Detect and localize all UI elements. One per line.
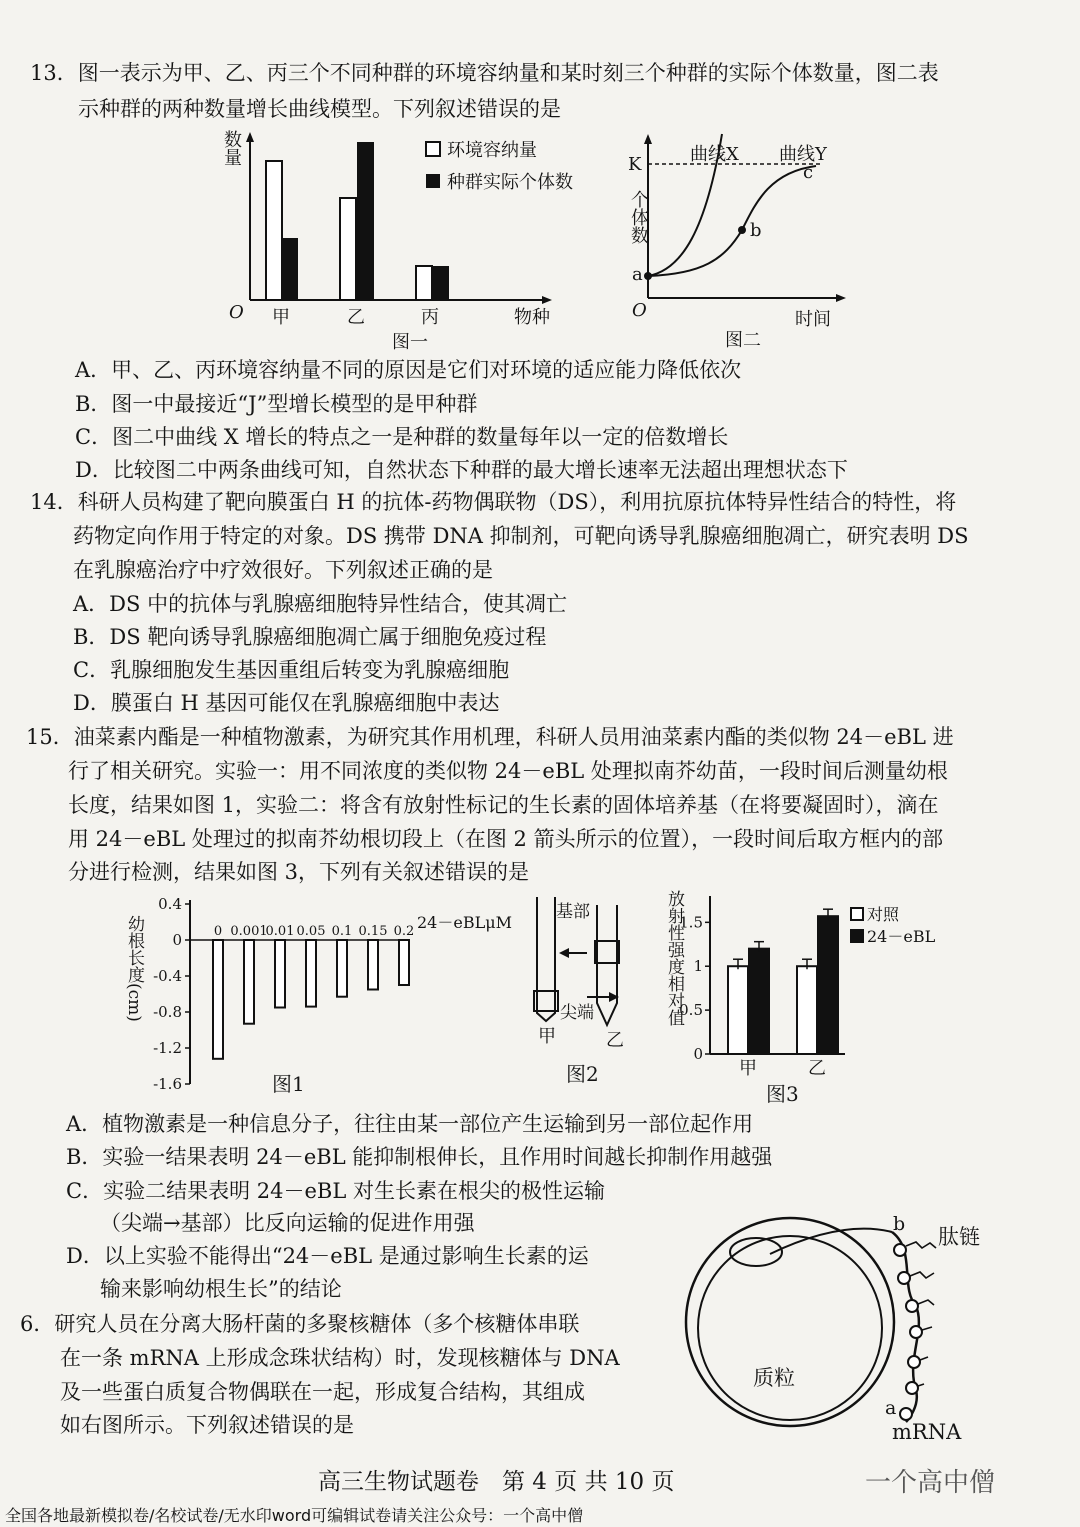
q14-stem-line3: 在乳腺癌治疗中疗效很好。下列叙述正确的是 [73,558,493,582]
fig1b-bar [368,940,378,990]
fig2-k-label: K [628,154,642,175]
q15-option-c-line1: C．实验二结果表明 24－eBL 对生长素在根尖的极性运输 [66,1179,605,1203]
legend-actual-swatch [426,174,440,188]
fig3-xtick: 乙 [808,1058,826,1079]
q16-stem-line2: 在一条 mRNA 上形成念珠状结构）时，发现核糖体与 DNA [60,1346,620,1370]
fig3-bar [818,916,838,1054]
fig1-bar-jia-actual [283,238,298,300]
ribosome [910,1326,922,1338]
fig1b-xtick: 0.1 [331,924,353,939]
fig2-b-label: b [750,220,762,241]
page-footer: 高三生物试题卷 第 4 页 共 10 页 [318,1469,675,1495]
q15-option-b: B．实验一结果表明 24－eBL 能抑制根伸长，且作用时间越长抑制作用越强 [66,1145,773,1169]
legend-capacity-swatch [426,142,440,156]
q16-stem-line3: 及一些蛋白质复合物偶联在一起，形成复合结构，其组成 [60,1380,585,1404]
fig1-origin: O [229,302,244,323]
fig2-curve-y [648,166,816,276]
q13-option-a: A．甲、乙、丙环境容纳量不同的原因是它们对环境的适应能力降低依次 [75,358,742,382]
fig2b-tip-label: 尖端 [560,1003,594,1023]
q14-option-c: C．乳腺细胞发生基因重组后转变为乳腺癌细胞 [73,658,510,682]
fig1-caption: 图一 [392,332,428,353]
diagram-plasmid-label: 质粒 [753,1366,795,1390]
fig2-caption: 图二 [725,330,761,351]
fig1b-xtick: 0.05 [296,924,326,939]
ribosome [906,1382,918,1394]
q15-option-c-line2: （尖端→基部）比反向运输的促进作用强 [100,1211,475,1235]
diagram-b-label: b [893,1213,906,1235]
q14-stem-line1: 14．科研人员构建了靶向膜蛋白 H 的抗体-药物偶联物（DS），利用抗原抗体特异性结合的特性，将 [30,490,957,514]
fig3-ylabel: 放射性强度相对值 [664,890,684,1026]
fig1b-xtick: 0 [213,924,223,939]
watermark: 一个高中僧 [865,1468,996,1498]
fig1-xlabel: 物种 [514,307,550,328]
fig1b-ytick: -0.4 [153,967,182,985]
fig3-ytick: 0 [693,1045,703,1063]
fig1b-ytick: 0 [172,931,182,949]
fig1b-ytick: -0.8 [153,1003,182,1021]
q16-stem-line4: 如右图所示。下列叙述错误的是 [60,1413,354,1437]
fig1b-ytick: -1.6 [153,1075,182,1093]
q15-option-a: A．植物激素是一种信息分子，往往由某一部位产生运输到另一部位起作用 [66,1112,754,1136]
diagram-mrna-label: mRNA [892,1420,962,1444]
fig2b-jia-label: 甲 [538,1026,556,1047]
fig1-bar-jia-capacity [266,161,282,300]
fig2-curve-y-label: 曲线Y [779,144,827,165]
fig1b-ytick: -1.2 [153,1039,182,1057]
fig1-legend-actual: 种群实际个体数 [447,172,573,193]
q13-option-b: B．图一中最接近“J”型增长模型的是甲种群 [75,392,478,416]
fig1b-xtick: 0.001 [230,924,268,939]
q15-option-d-line2: 输来影响幼根生长”的结论 [100,1277,342,1301]
q14-option-a: A．DS 中的抗体与乳腺癌细胞特异性结合，使其凋亡 [73,592,568,616]
ribosome [894,1244,906,1256]
fig2b-caption: 图2 [566,1062,599,1086]
fig3-legend-label: 对照 [867,905,900,924]
q14-option-b: B．DS 靶向诱导乳腺癌细胞凋亡属于细胞免疫过程 [73,625,547,649]
fig1-bar-yi-actual [357,142,374,300]
fig1b-ytick: 0.4 [158,895,182,913]
fig1-bar-yi-capacity [340,198,356,300]
fig1b-bar [306,940,316,1007]
q15-stem-line2: 行了相关研究。实验一：用不同浓度的类似物 24－eBL 处理拟南芥幼苗，一段时间后测量幼根 [68,759,948,783]
q13-option-d: D．比较图二中两条曲线可知，自然状态下种群的最大增长速率无法超出理想状态下 [75,458,848,482]
ribosome [908,1356,920,1368]
fig1b-bar [337,940,347,997]
fig1b-bar [213,940,223,1059]
fig2-ylabel: 个体数 [628,190,649,244]
fig2b-yi-label: 乙 [606,1030,624,1051]
fig1-cat-yi: 乙 [347,307,365,328]
fig1b-ylabel: 幼根长度(cm) [124,915,144,1022]
q15-stem-line1: 15．油菜素内酯是一种植物激素，为研究其作用机理，科研人员用油菜素内酯的类似物 24－eBL 进 [26,725,954,749]
fig2-a-label: a [632,264,643,285]
q15-stem-line5: 分进行检测，结果如图 3，下列有关叙述错误的是 [68,860,530,884]
bottom-note: 全国各地最新模拟卷/名校试卷/无水印word可编辑试卷请关注公众号：一个高中僧 [5,1506,584,1525]
q13-stem-line1: 13．图一表示为甲、乙、丙三个不同种群的环境容纳量和某时刻三个种群的实际个体数量，图二表 [30,61,939,85]
q13-stem-line2: 示种群的两种数量增长曲线模型。下列叙述错误的是 [78,97,561,121]
fig2-origin: O [632,300,647,321]
fig1-legend-capacity: 环境容纳量 [447,140,537,161]
q14-option-d: D．膜蛋白 H 基因可能仅在乳腺癌细胞中表达 [73,691,500,715]
fig3-bar [749,949,769,1054]
fig3-bar [728,966,748,1054]
fig1b-bar [244,940,254,1024]
fig1-bar-bing-capacity [416,266,432,300]
q15-option-d-line1: D．以上实验不能得出“24－eBL 是通过影响生长素的运 [66,1244,589,1268]
fig1-bar-bing-actual [433,266,449,300]
fig1b-xtick: 0.2 [393,924,415,939]
fig3-ytick: 0.5 [679,1001,703,1020]
fig3-legend-label: 24－eBL [867,927,936,946]
fig1-ylabel: 数量 [221,130,242,166]
q15-figure3-chart [655,888,955,1088]
fig1-cat-jia: 甲 [272,307,290,328]
fig2-xlabel: 时间 [795,309,831,330]
fig1b-bar [399,940,409,985]
fig1b-xtick: 0.15 [358,924,388,939]
fig2-c-label: c [803,162,814,183]
ribosome [900,1408,912,1420]
q15-stem-line3: 长度，结果如图 1，实验二：将含有放射性标记的生长素的固体培养基（在将要凝固时），滴在 [68,793,939,817]
q14-stem-line2: 药物定向作用于特定的对象。DS 携带 DNA 抑制剂，可靶向诱导乳腺癌细胞凋亡，研究表明 DS [73,524,969,548]
fig2-curve-x-label: 曲线X [690,144,739,165]
fig3-bar [797,966,817,1054]
fig3-xtick: 甲 [739,1058,757,1079]
fig1b-bar [275,940,285,1008]
fig1b-caption: 图1 [272,1072,305,1096]
fig3-ytick: 1 [693,957,703,976]
fig2b-base-label: 基部 [556,902,590,922]
cell-outline [686,1218,897,1426]
fig3-legend-swatch [851,908,863,920]
fig3-caption: 图3 [766,1082,799,1106]
q13-option-c: C．图二中曲线 X 增长的特点之一是种群的数量每年以一定的倍数增长 [75,425,729,449]
fig1b-xtick: 0.01 [265,924,295,939]
diagram-peptide-label: 肽链 [938,1225,980,1249]
q16-stem-line1: 6．研究人员在分离大肠杆菌的多聚核糖体（多个核糖体串联 [20,1312,580,1336]
ribosome [898,1272,910,1284]
q15-stem-line4: 用 24－eBL 处理过的拟南芥幼根切段上（在图 2 箭头所示的位置），一段时间后取方框内的部 [68,827,944,851]
fig3-ytick: 1.5 [679,913,703,932]
fig3-legend-swatch [851,930,863,942]
plasmid-ring [698,1236,882,1420]
fig1-cat-bing: 丙 [421,307,439,328]
ribosome [906,1300,918,1312]
fig1b-xlabel: 24－eBLμM [417,913,512,932]
diagram-a-label: a [885,1397,897,1419]
